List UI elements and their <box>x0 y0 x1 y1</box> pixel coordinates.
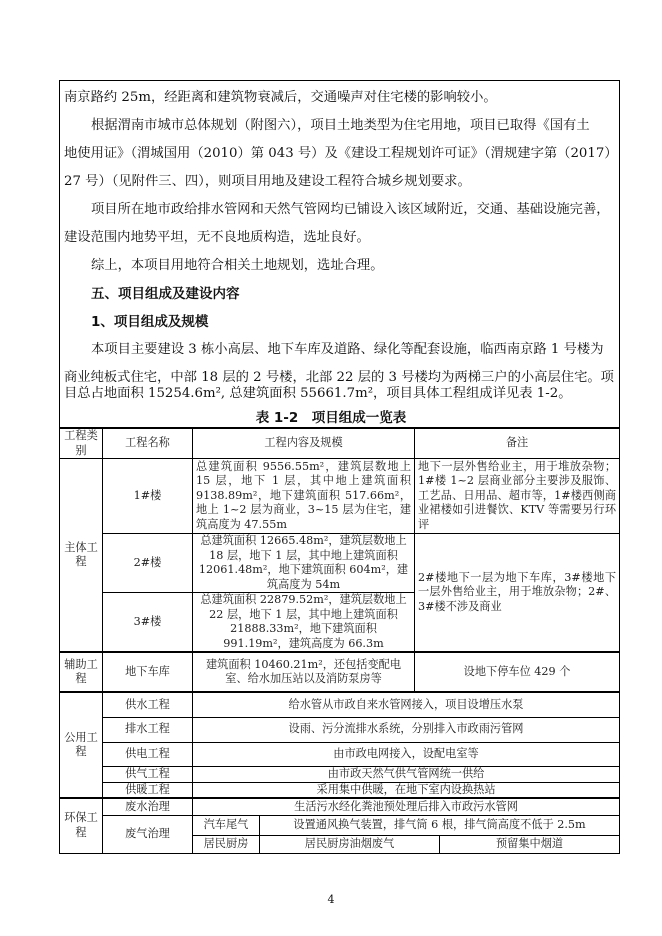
sub-heading: 1、项目组成及规模 <box>91 314 209 330</box>
name-cell: 废水治理 <box>103 798 193 815</box>
paragraph-line: 目总占地面积 15254.6m², 总建筑面积 55661.7m²，项目具体工程组成详见表 1-2。 <box>64 386 572 401</box>
content-cell: 由市政天然气供气管网统一供给 <box>193 766 620 782</box>
header-cell: 工程内容及规模 <box>193 428 415 459</box>
measure-cell: 设置通风换气装置，排气筒 6 根，排气筒高度不低于 2.5m <box>260 815 620 835</box>
table-row <box>60 652 620 692</box>
pollutant-cell: 居民厨房油烟废气 <box>260 835 440 853</box>
table-caption: 表 1-2 项目组成一览表 <box>255 410 407 426</box>
name-cell: 供气工程 <box>103 766 193 782</box>
table-header-row <box>60 428 620 459</box>
category-cell: 公用工程 <box>60 692 103 798</box>
table-row <box>60 717 620 742</box>
name-cell: 供水工程 <box>103 692 193 717</box>
table-row <box>60 782 620 798</box>
table-row <box>60 766 620 782</box>
category-cell: 环保工程 <box>60 798 103 853</box>
content-cell: 总建筑面积 9556.55m²，建筑层数地上 15 层，地下 1 层，其中地上建筑面积 9138.89m²，地下建筑面积 517.66m²，地上 1~2 层为商业，3~15 层为住宅，建筑高度为 47.55m <box>193 459 415 534</box>
note-cell: 2#楼地下一层为地下车库，3#楼地下一层外售给业主，用于堆放杂物；2#、3#楼不涉及商业 <box>415 534 620 653</box>
paragraph-line: 地使用证》（渭城国用（2010）第 043 号）及《建设工程规划许可证》（渭规建字第（2017） <box>64 146 618 161</box>
paragraph-line: 南京路约 25m，经距离和建筑物衰减后，交通噪声对住宅楼的影响较小。 <box>64 90 497 105</box>
source-cell: 汽车尾气 <box>193 815 260 835</box>
name-cell: 供电工程 <box>103 742 193 766</box>
paragraph-line: 综上，本项目用地符合相关土地规划，选址合理。 <box>91 258 384 273</box>
paragraph-line: 27 号）（见附件三、四），则项目用地及建设工程符合城乡规划要求。 <box>64 174 471 189</box>
paragraph-line: 商业纯板式住宅，中部 18 层的 2 号楼，北部 22 层的 3 号楼均为两梯三户的小高层住宅。项 <box>64 370 614 385</box>
table-row <box>60 459 620 534</box>
measure-cell: 预留集中烟道 <box>440 835 620 853</box>
content-cell: 总建筑面积 12665.48m²，建筑层数地上 18 层，地下 1 层，其中地上建筑面积 12061.48m²，地下建筑面积 604m²，建筑高度为 54m <box>193 534 415 593</box>
table-row <box>60 798 620 815</box>
source-cell: 居民厨房 <box>193 835 260 853</box>
page-number: 4 <box>327 893 335 906</box>
content-cell: 总建筑面积 22879.52m²，建筑层数地上 22 层，地下 1 层，其中地上建筑面积 21888.33m²，地下建筑面积 991.19m²，建筑高度为 66.3m <box>193 593 415 653</box>
name-cell: 1#楼 <box>103 459 193 534</box>
name-cell: 3#楼 <box>103 593 193 653</box>
content-cell: 采用集中供暖，在地下室内设换热站 <box>193 782 620 798</box>
category-cell: 辅助工程 <box>60 652 103 692</box>
table-row <box>60 534 620 593</box>
project-composition-table <box>59 427 620 854</box>
table-row <box>60 692 620 717</box>
header-cell: 工程名称 <box>103 428 193 459</box>
paragraph-line: 根据渭南市城市总体规划（附图六），项目土地类型为住宅用地，项目已取得《国有土 <box>91 118 590 133</box>
name-cell: 废气治理 <box>103 815 193 853</box>
note-cell: 设地下停车位 429 个 <box>415 652 620 692</box>
name-cell: 地下车库 <box>103 652 193 692</box>
header-cell: 工程类别 <box>60 428 103 459</box>
paragraph-line: 本项目主要建设 3 栋小高层、地下车库及道路、绿化等配套设施，临西南京路 1 号楼为 <box>91 342 604 357</box>
content-cell: 建筑面积 10460.21m²，还包括变配电室、给水加压站以及消防泵房等 <box>193 652 415 692</box>
content-cell: 生活污水经化粪池预处理后排入市政污水管网 <box>193 798 620 815</box>
content-cell: 设雨、污分流排水系统，分别排入市政雨污管网 <box>193 717 620 742</box>
table-row <box>60 742 620 766</box>
name-cell: 2#楼 <box>103 534 193 593</box>
category-cell: 主体工程 <box>60 459 103 653</box>
content-cell: 给水管从市政自来水管网接入，项目设增压水泵 <box>193 692 620 717</box>
paragraph-line: 建设范围内地势平坦，无不良地质构造，选址良好。 <box>64 230 370 245</box>
content-cell: 由市政电网接入，设配电室等 <box>193 742 620 766</box>
header-cell: 备注 <box>415 428 620 459</box>
note-cell: 地下一层外售给业主，用于堆放杂物；1#楼 1~2 层商业部分主要涉及服饰、工艺品、日用品、超市等，1#楼西侧商业裙楼如引进餐饮、KTV 等需要另行环评 <box>415 459 620 534</box>
name-cell: 排水工程 <box>103 717 193 742</box>
name-cell: 供暖工程 <box>103 782 193 798</box>
paragraph-line: 项目所在地市政给排水管网和天然气管网均已铺设入该区域附近，交通、基础设施完善， <box>91 202 610 217</box>
table-row <box>60 815 620 835</box>
section-heading: 五、项目组成及建设内容 <box>91 286 240 302</box>
